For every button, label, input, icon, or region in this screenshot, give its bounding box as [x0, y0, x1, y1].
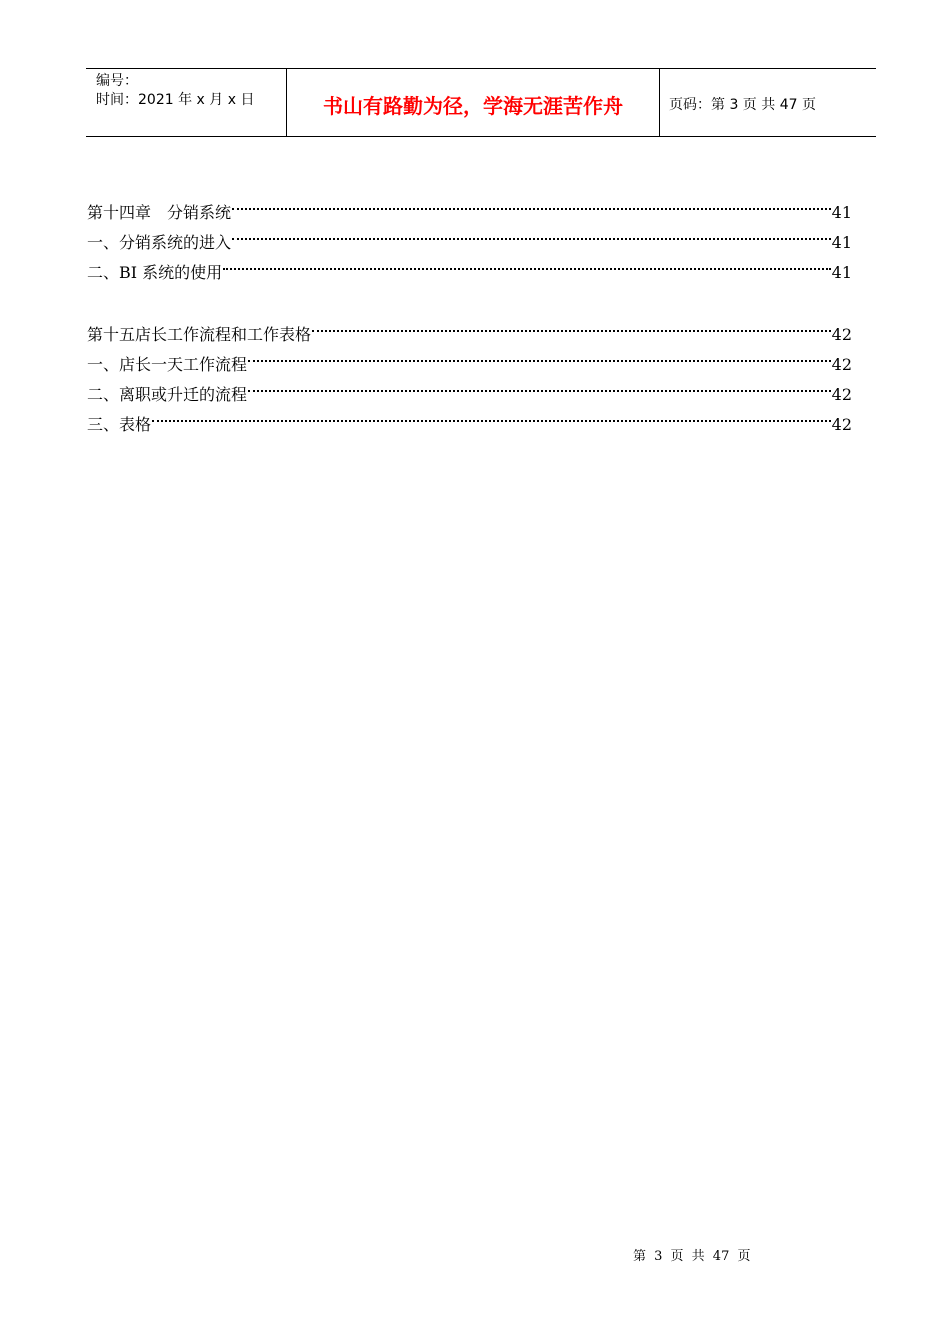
toc-entry-page: 42	[831, 415, 852, 434]
toc-leader-dots	[248, 360, 831, 362]
toc-entry[interactable]	[87, 380, 852, 410]
page-footer: 第 3 页 共 47 页	[633, 1249, 751, 1264]
toc-leader-dots	[232, 208, 831, 210]
toc-spacer	[87, 288, 852, 320]
toc-entry[interactable]	[87, 198, 852, 228]
toc-entry[interactable]	[87, 228, 852, 258]
header-meta	[86, 69, 287, 136]
toc-entry-title: 一、分销系统的进入	[87, 233, 232, 252]
page-header	[86, 68, 876, 137]
toc-leader-dots	[232, 238, 831, 240]
toc-entry-title: 二、离职或升迁的流程	[87, 385, 248, 404]
toc-entry[interactable]	[87, 320, 852, 350]
toc-entry-title: 三、表格	[87, 415, 152, 434]
header-page-info: 页码：第 3 页 共 47 页	[669, 96, 816, 113]
toc-entry-page: 41	[831, 203, 852, 222]
toc-leader-dots	[312, 330, 831, 332]
toc-entry-title: 二、BI 系统的使用	[87, 263, 223, 282]
header-number-label: 编号：	[96, 73, 138, 89]
toc-entry-title: 第十四章 分销系统	[87, 203, 232, 222]
toc-leader-dots	[152, 420, 831, 422]
toc-leader-dots	[248, 390, 831, 392]
toc-entry-page: 42	[831, 385, 852, 404]
header-date-label: 时间：2021 年 x 月 x 日	[96, 92, 255, 108]
header-motto: 书山有路勤为径，学海无涯苦作舟	[287, 69, 660, 136]
toc-entry-title: 第十五店长工作流程和工作表格	[87, 325, 312, 344]
toc-entry[interactable]	[87, 258, 852, 288]
table-of-contents	[87, 198, 852, 440]
toc-entry-title: 一、店长一天工作流程	[87, 355, 248, 374]
toc-entry[interactable]	[87, 410, 852, 440]
toc-entry-page: 41	[831, 233, 852, 252]
toc-entry-page: 41	[831, 263, 852, 282]
toc-entry[interactable]	[87, 350, 852, 380]
toc-entry-page: 42	[831, 325, 852, 344]
toc-leader-dots	[223, 268, 830, 270]
toc-entry-page: 42	[831, 355, 852, 374]
